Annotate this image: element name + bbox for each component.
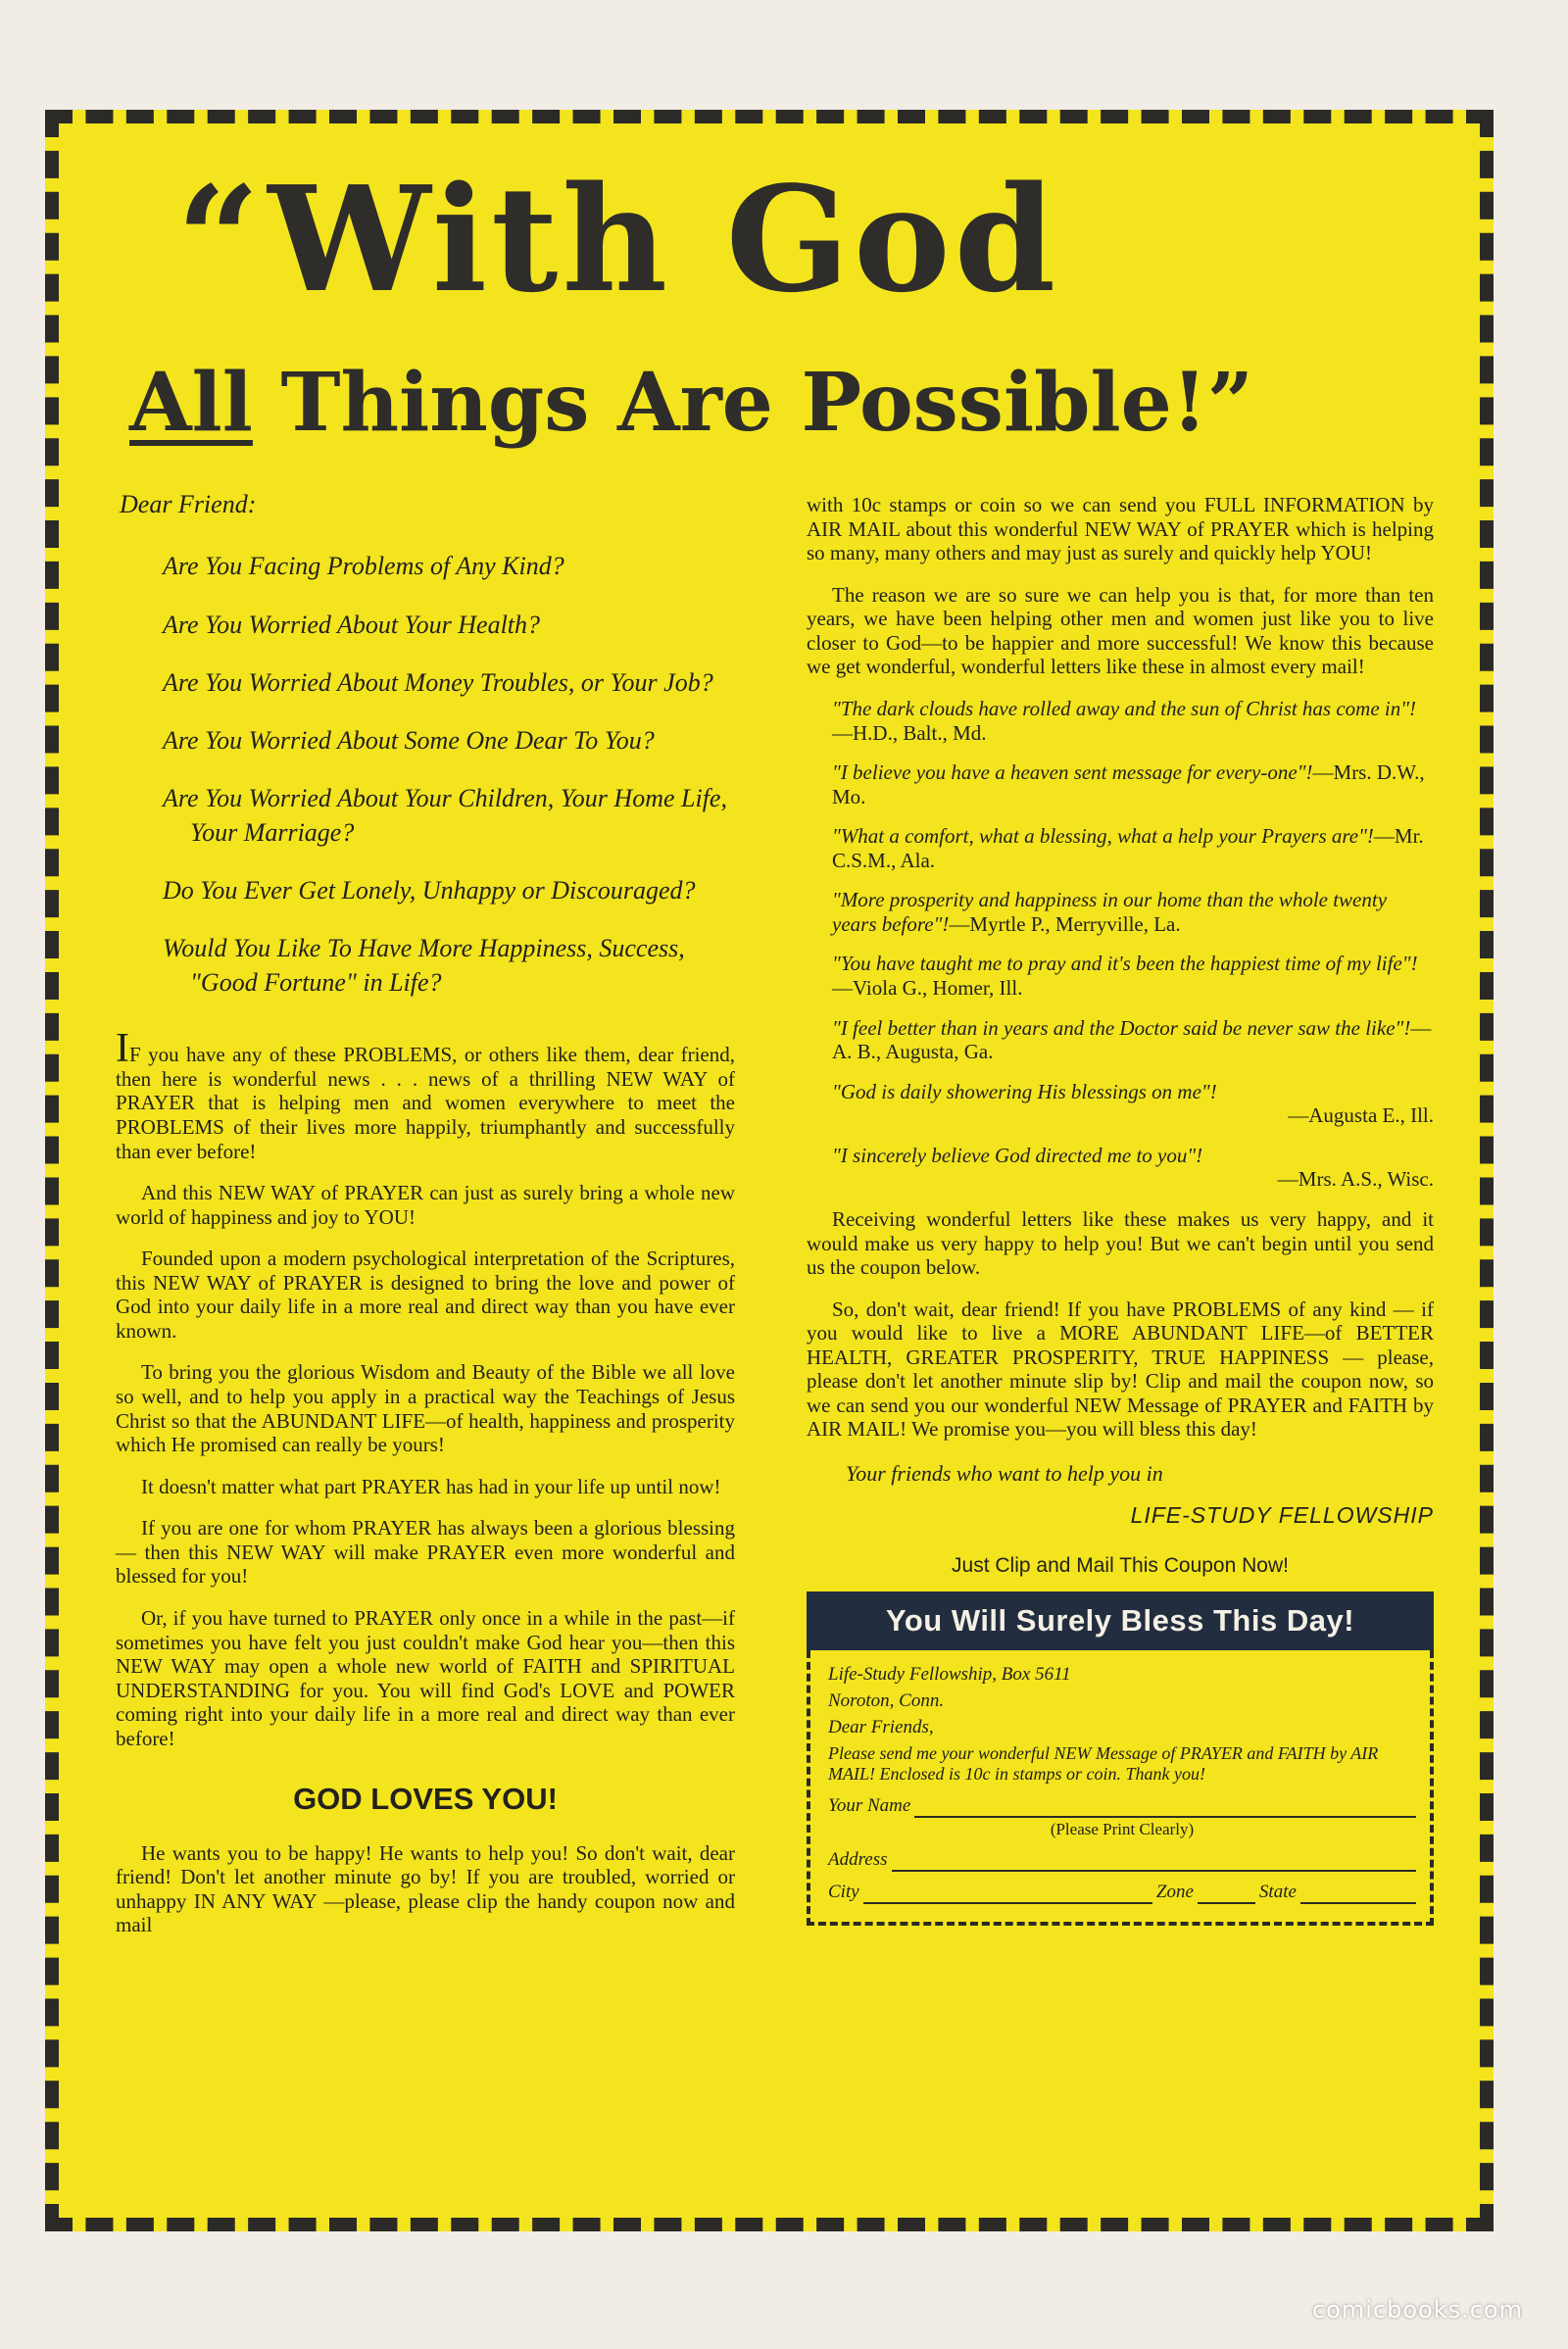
address-field[interactable] [828, 1849, 1416, 1872]
testimonial [832, 760, 1434, 808]
testimonial [832, 1144, 1434, 1192]
testimonial-author: —Mrs. D.W., Mo. [832, 760, 1425, 808]
testimonial [832, 1080, 1434, 1128]
right-column [807, 493, 1434, 1926]
print-hint: (Please Print Clearly) [1050, 1819, 1195, 1838]
body-paragraph: And this NEW WAY of PRAYER can just as surely bring a whole new world of happiness and joy to YOU! [116, 1181, 735, 1229]
testimonial-author: —Mrs. A.S., Wisc. [1277, 1167, 1434, 1192]
city-blank-line[interactable] [863, 1884, 1152, 1904]
headline-line-2 [129, 356, 1253, 450]
name-label: Your Name [828, 1795, 911, 1817]
clip-instruction: Just Clip and Mail This Coupon Now! [952, 1553, 1289, 1577]
greeting: Dear Friend: [120, 490, 257, 518]
testimonial-quote: "More prosperity and happiness in our home than the whole twenty years before"! [832, 888, 1388, 936]
testimonial-quote: "What a comfort, what a blessing, what a help your Prayers are"! [832, 824, 1374, 849]
testimonial-quote: "You have taught me to pray and it's been the happiest time of my life"! [832, 952, 1418, 976]
body-paragraph: To bring you the glorious Wisdom and Beauty of the Bible we all love so well, and to help you apply in a practical way the Teachings of Jesus Christ so that the ABUNDANT LIFE—of health, happiness and prosperity which He promised can really be yours! [116, 1360, 735, 1457]
name-field[interactable] [828, 1795, 1416, 1818]
coupon-address-line-2: Noroton, Conn. [828, 1690, 945, 1712]
continuation-paragraph: with 10c stamps or coin so we can send you FULL INFORMATION by AIR MAIL about this wonderful NEW WAY of PRAYER which is helping so many, many others and may just as surely and quickly help YOU! [807, 493, 1434, 565]
receiving-paragraph: Receiving wonderful letters like these makes us very happy, and it would make us very happy to help you! But we can't begin until you send us the coupon below. [807, 1206, 1434, 1280]
testimonial-quote: "I sincerely believe God directed me to you"! [832, 1143, 1203, 1167]
testimonial-quote: "The dark clouds have rolled away and the sun of Christ has come in"! [832, 696, 1417, 720]
section-heading: GOD LOVES YOU! [293, 1782, 558, 1817]
coupon-salutation: Dear Friends, [828, 1717, 934, 1738]
testimonial [832, 1016, 1434, 1064]
testimonial-quote: "I feel better than in years and the Doctor said be never saw the like"! [832, 1015, 1411, 1040]
zone-label: Zone [1155, 1882, 1194, 1903]
reason-paragraph: The reason we are so sure we can help you is that, for more than ten years, we have been helping other men and women just like you to live closer to God—to be happier and more successful! We know this because we get wonderful, wonderful letters like these in almost every mail! [807, 582, 1434, 679]
state-blank-line[interactable] [1300, 1884, 1416, 1904]
headline-underlined-word: All [129, 356, 253, 450]
site-watermark: comicbooks.com [1311, 2296, 1523, 2324]
testimonial [832, 952, 1434, 1000]
testimonial-author: —Augusta E., Ill. [1288, 1103, 1434, 1128]
signature-name: LIFE-STUDY FELLOWSHIP [1130, 1501, 1434, 1528]
testimonial-author: —Mr. C.S.M., Ala. [832, 824, 1424, 872]
body-paragraph: Founded upon a modern psychological interpretation of the Scriptures, this NEW WAY of PRAYER is designed to bring the love and power of God into your daily life in a more real and direct way than you have ever known. [116, 1247, 735, 1343]
zone-blank-line[interactable] [1198, 1884, 1255, 1904]
question-item: Would You Like To Have More Happiness, Success, "Good Fortune" in Life? [163, 934, 685, 998]
testimonial-author: —A. B., Augusta, Ga. [832, 1015, 1432, 1064]
coupon-body: Please send me your wonderful NEW Message of PRAYER and FAITH by AIR MAIL! Enclosed is 10c in stamps or coin. Thank you! [828, 1742, 1379, 1785]
testimonial [832, 824, 1434, 872]
mail-coupon[interactable] [807, 1650, 1434, 1925]
testimonial-quote: "God is daily showering His blessings on me"! [832, 1079, 1217, 1103]
address-blank-line[interactable] [892, 1852, 1416, 1872]
coupon-banner: You Will Surely Bless This Day! [807, 1591, 1434, 1650]
city-label: City [828, 1882, 859, 1903]
drop-cap: I [116, 1026, 129, 1072]
testimonial-author: —Viola G., Homer, Ill. [832, 976, 1023, 1000]
testimonial-quote: "I believe you have a heaven sent message for every-one"! [832, 760, 1313, 785]
question-item: Are You Facing Problems of Any Kind? [163, 552, 564, 581]
dont-wait-paragraph: So, don't wait, dear friend! If you have PROBLEMS of any kind — if you would like to live a MORE ABUNDANT LIFE—of BETTER HEALTH, GREATER PROSPERITY, TRUE HAPPINESS — please, please don't let another minute slip by! Clip and mail the coupon now, so we can send you our wonderful NEW Message of PRAYER and FAITH by AIR MAIL! We promise you—you will bless this day! [807, 1297, 1434, 1442]
left-column [116, 490, 735, 1955]
headline-line-1: “With God [176, 154, 1060, 324]
state-label: State [1258, 1882, 1297, 1903]
body-paragraph: If you are one for whom PRAYER has always been a glorious blessing — then this NEW WAY will make PRAYER even more wonderful and blessed for you! [116, 1516, 735, 1589]
address-label: Address [828, 1849, 888, 1871]
testimonial [832, 888, 1434, 936]
testimonial [832, 697, 1434, 745]
question-item: Are You Worried About Some One Dear To You? [163, 725, 655, 755]
question-item: Are You Worried About Money Troubles, or Your Job? [163, 667, 713, 697]
testimonial-author: —H.D., Balt., Md. [832, 720, 987, 745]
closing-paragraph: He wants you to be happy! He wants to help you! So don't wait, dear friend! Don't let another minute go by! If you are troubled, worried or unhappy IN ANY WAY —please, please clip the handy coupon now and mail [116, 1840, 735, 1937]
question-item: Do You Ever Get Lonely, Unhappy or Discouraged? [163, 875, 696, 905]
body-paragraph: It doesn't matter what part PRAYER has had in your life up until now! [141, 1474, 721, 1498]
city-zone-state-field[interactable] [828, 1882, 1416, 1904]
question-item: Are You Worried About Your Health? [163, 610, 541, 639]
headline-line-2-rest: Things Are Possible!” [252, 356, 1253, 450]
signature-line: Your friends who want to help you in [846, 1461, 1163, 1486]
testimonial-author: —Myrtle P., Merryville, La. [949, 911, 1181, 936]
coupon-address-line-1: Life-Study Fellowship, Box 5611 [828, 1664, 1071, 1686]
body-paragraph [116, 1026, 735, 1163]
name-blank-line[interactable] [914, 1798, 1416, 1818]
question-item: Are You Worried About Your Children, Your Home Life, Your Marriage? [163, 783, 727, 847]
body-paragraph-text: F you have any of these PROBLEMS, or others like them, dear friend, then here is wonderful news . . . news of a thrilling NEW WAY of PRAYER that is helping men and women everywhere to meet the PROBLEMS of their lives more happily, triumphantly and successfully than ever before! [116, 1043, 735, 1163]
body-paragraph: Or, if you have turned to PRAYER only once in a while in the past—if sometimes you have felt you just couldn't make God hear you—then this NEW WAY may open a whole new world of FAITH and SPIRITUAL UNDERSTANDING for you. You will find God's LOVE and POWER coming right into your daily life in a more real and direct way than ever before! [116, 1605, 735, 1750]
